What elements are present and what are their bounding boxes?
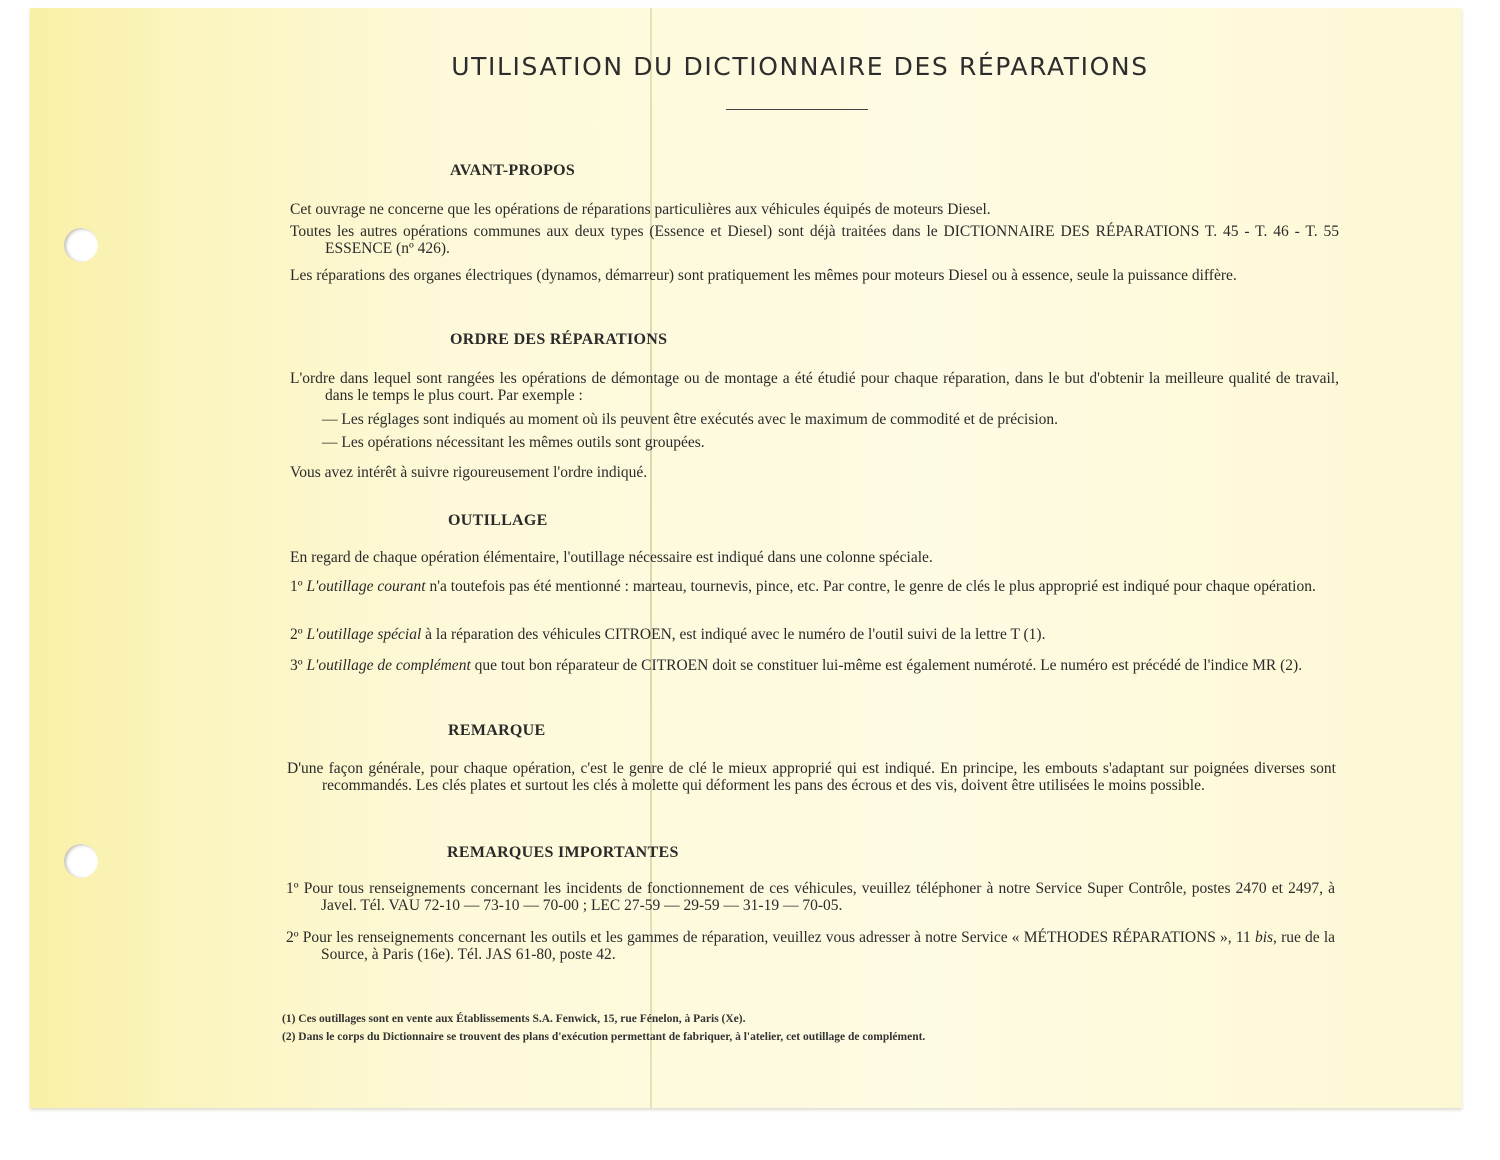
ordre-paragraph-2: Vous avez intérêt à suivre rigoureusement l'ordre indiqué. bbox=[290, 464, 648, 481]
remarques-importantes-item-2 bbox=[286, 929, 1335, 963]
remarques-importantes-item-2-emphasis: bis bbox=[1254, 929, 1274, 946]
outillage-paragraph-1: En regard de chaque opération élémentaire, l'outillage nécessaire est indiqué dans une colonne spéciale. bbox=[290, 549, 933, 566]
outillage-item-2-emphasis: L'outillage spécial bbox=[306, 626, 422, 643]
heading-outillage: OUTILLAGE bbox=[448, 512, 548, 529]
remarques-importantes-item-2-text-b: , rue de la Source, à Paris (16e). Tél. JAS 61-80, poste 42. bbox=[321, 929, 1336, 963]
outillage-item-1-text: n'a toutefois pas été mentionné : marteau, tournevis, pince, etc. Par contre, le genre de clés le plus approprié est indiqué pour chaque opération. bbox=[425, 578, 1316, 595]
outillage-item-2-number: 2º bbox=[290, 626, 307, 643]
remarques-importantes-item-2-text-a: 2º Pour les renseignements concernant les outils et les gammes de réparation, veuillez vous adresser à notre Service « MÉTHODES RÉPARATIONS », 11 bbox=[286, 929, 1255, 946]
remarque-paragraph: D'une façon générale, pour chaque opération, c'est le genre de clé le mieux approprié qui est indiqué. En principe, les embouts s'adaptant sur poignées diverses sont recommandés. Les clés plates et surtout les clés à molette qui déforment les pans des écrous et des vis, doivent être utilisées le moins possible. bbox=[287, 760, 1336, 794]
title-rule bbox=[726, 109, 868, 110]
avant-propos-paragraph-3: Les réparations des organes électriques (dynamos, démarreur) sont pratiquement les mêmes pour moteurs Diesel ou à essence, seule la puissance diffère. bbox=[290, 267, 1237, 284]
outillage-item-1-number: 1º bbox=[290, 578, 307, 595]
punch-hole-bottom bbox=[64, 844, 98, 878]
ordre-dash-item-2: — Les opérations nécessitant les mêmes outils sont groupées. bbox=[322, 434, 705, 451]
heading-avant-propos: AVANT-PROPOS bbox=[450, 162, 576, 179]
outillage-item-1 bbox=[290, 578, 1339, 595]
heading-remarque: REMARQUE bbox=[448, 722, 546, 739]
heading-ordre-des-reparations: ORDRE DES RÉPARATIONS bbox=[450, 331, 668, 348]
ordre-paragraph-1: L'ordre dans lequel sont rangées les opérations de démontage ou de montage a été étudié pour chaque réparation, dans le but d'obtenir la meilleure qualité de travail, dans le temps le plus court. Par exemple : bbox=[290, 370, 1339, 404]
heading-remarques-importantes: REMARQUES IMPORTANTES bbox=[447, 844, 679, 861]
outillage-item-3-number: 3º bbox=[290, 657, 307, 674]
outillage-item-3-emphasis: L'outillage de complément bbox=[306, 657, 471, 674]
outillage-item-1-emphasis: L'outillage courant bbox=[306, 578, 426, 595]
remarques-importantes-item-1: 1º Pour tous renseignements concernant les incidents de fonctionnement de ces véhicules, veuillez téléphoner à notre Service Super Contrôle, postes 2470 et 2497, à Javel. Tél. VAU 72-10 — 73-10 — 70-00 ; LEC 27-59 — 29-59 — 31-19 — 70-05. bbox=[286, 880, 1335, 914]
punch-hole-top bbox=[64, 228, 98, 262]
ordre-dash-item-1: — Les réglages sont indiqués au moment où ils peuvent être exécutés avec le maximum de commodité et de précision. bbox=[322, 411, 1059, 428]
avant-propos-paragraph-2: Toutes les autres opérations communes aux deux types (Essence et Diesel) sont déjà traitées dans le DICTIONNAIRE DES RÉPARATIONS T. 45 - T. 46 - T. 55 ESSENCE (nº 426). bbox=[290, 223, 1339, 257]
footnote-2: (2) Dans le corps du Dictionnaire se trouvent des plans d'exécution permettant de fabriquer, à l'atelier, cet outillage de complément. bbox=[282, 1031, 926, 1043]
outillage-item-2-text: à la réparation des véhicules CITROEN, est indiqué avec le numéro de l'outil suivi de la lettre T (1). bbox=[421, 626, 1046, 643]
footnote-1: (1) Ces outillages sont en vente aux Établissements S.A. Fenwick, 15, rue Fénelon, à Paris (Xe). bbox=[282, 1013, 746, 1025]
avant-propos-paragraph-1: Cet ouvrage ne concerne que les opérations de réparations particulières aux véhicules équipés de moteurs Diesel. bbox=[290, 201, 991, 218]
outillage-item-3 bbox=[290, 657, 1339, 674]
outillage-item-2 bbox=[290, 626, 1339, 643]
outillage-item-3-text: que tout bon réparateur de CITROEN doit se constituer lui-même est également numéroté. Le numéro est précédé de l'indice MR (2). bbox=[470, 657, 1303, 674]
page-title: UTILISATION DU DICTIONNAIRE DES RÉPARATIONS bbox=[451, 52, 1149, 81]
